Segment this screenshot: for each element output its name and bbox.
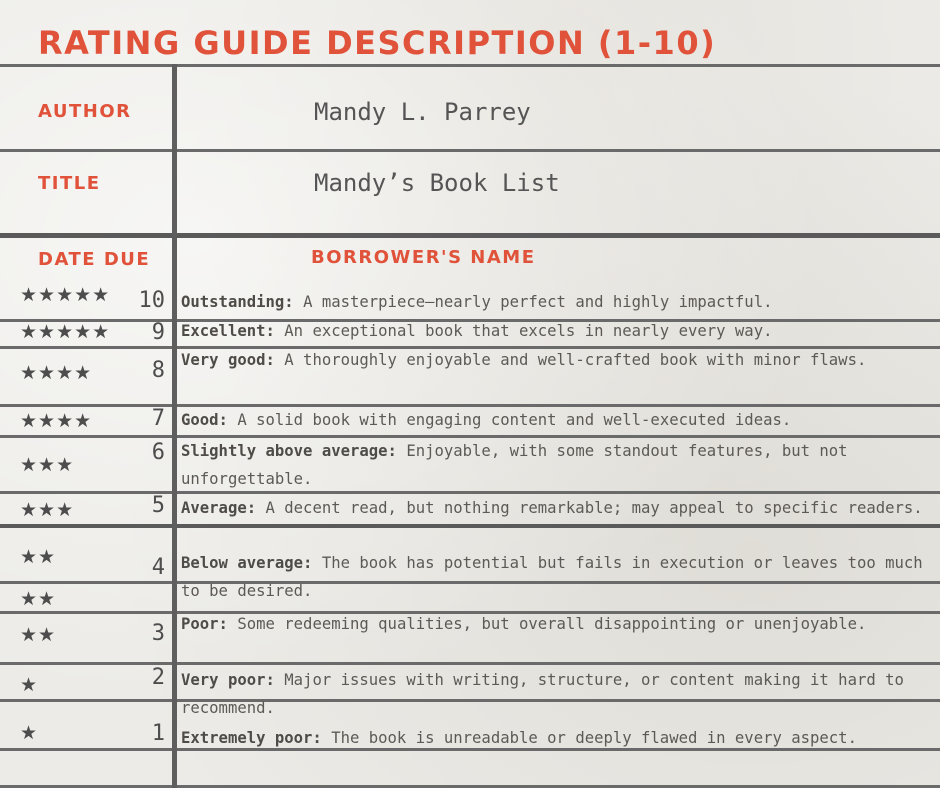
date-due-label: DATE DUE (38, 249, 151, 270)
rating-number: 2 (151, 665, 165, 690)
star-rating: ★★ (20, 546, 57, 568)
rating-text: A solid book with engaging content and well-executed ideas. (237, 411, 792, 429)
column-divider (172, 64, 177, 788)
rating-number: 1 (151, 721, 165, 746)
rating-text: The book is unreadable or deeply flawed in every aspect. (331, 729, 857, 747)
rating-number: 3 (151, 621, 165, 646)
rating-number: 5 (151, 493, 165, 518)
rating-description (181, 437, 937, 493)
star-rating: ★★ (20, 624, 57, 646)
rating-number: 4 (151, 555, 165, 580)
page-title: RATING GUIDE DESCRIPTION (1-10) (38, 24, 717, 62)
rating-text: An exceptional book that excels in nearly every way. (284, 322, 773, 340)
star-rating: ★★★ (20, 454, 75, 476)
rating-text: A decent read, but nothing remarkable; may appeal to specific readers. (265, 499, 923, 517)
rating-term: Very poor: (181, 671, 275, 689)
author-label: AUTHOR (38, 101, 132, 122)
rating-description (181, 724, 937, 752)
rating-term: Poor: (181, 615, 228, 633)
star-rating: ★ (20, 674, 39, 696)
rating-term: Good: (181, 411, 228, 429)
rating-term: Outstanding: (181, 293, 294, 311)
star-rating: ★★★★ (20, 362, 93, 384)
rating-term: Excellent: (181, 322, 275, 340)
rating-number: 10 (138, 288, 165, 313)
rating-text: The book has potential but fails in execution or leaves too much to be desired. (181, 554, 923, 600)
rating-description (181, 317, 937, 345)
rating-number: 8 (151, 358, 165, 383)
rating-number: 6 (151, 440, 165, 465)
rating-number: 9 (151, 320, 165, 345)
rating-number: 7 (151, 406, 165, 431)
star-rating: ★ (20, 722, 39, 744)
rating-term: Below average: (181, 554, 313, 572)
star-rating: ★★★★ (20, 410, 93, 432)
rule-line (0, 64, 940, 67)
title-value: Mandy’s Book List (314, 169, 560, 197)
author-value: Mandy L. Parrey (314, 98, 531, 126)
borrower-name-label: BORROWER'S NAME (311, 247, 536, 268)
rating-description (181, 666, 937, 722)
rating-text: Some redeeming qualities, but overall disappointing or unenjoyable. (237, 615, 867, 633)
rating-text: A thoroughly enjoyable and well-crafted book with minor flaws. (284, 351, 867, 369)
rating-description (181, 549, 937, 605)
rating-text: Enjoyable, with some standout features, but not unforgettable. (181, 442, 848, 488)
rating-text: A masterpiece—nearly perfect and highly impactful. (303, 293, 773, 311)
rule-line (0, 149, 940, 152)
title-label: TITLE (38, 173, 101, 194)
star-rating: ★★ (20, 588, 57, 610)
star-rating: ★★★ (20, 499, 75, 521)
rating-description (181, 346, 937, 374)
rating-description (181, 494, 937, 522)
rating-text: Major issues with writing, structure, or content making it hard to recommend. (181, 671, 904, 717)
rating-description (181, 288, 937, 316)
rating-term: Slightly above average: (181, 442, 397, 460)
rating-term: Very good: (181, 351, 275, 369)
rating-description (181, 406, 937, 434)
rule-line (0, 233, 940, 238)
rating-term: Average: (181, 499, 257, 517)
star-rating: ★★★★★ (20, 321, 111, 343)
rule-line (0, 524, 940, 528)
rating-term: Extremely poor: (181, 729, 322, 747)
star-rating: ★★★★★ (20, 284, 111, 306)
rating-description (181, 610, 937, 638)
